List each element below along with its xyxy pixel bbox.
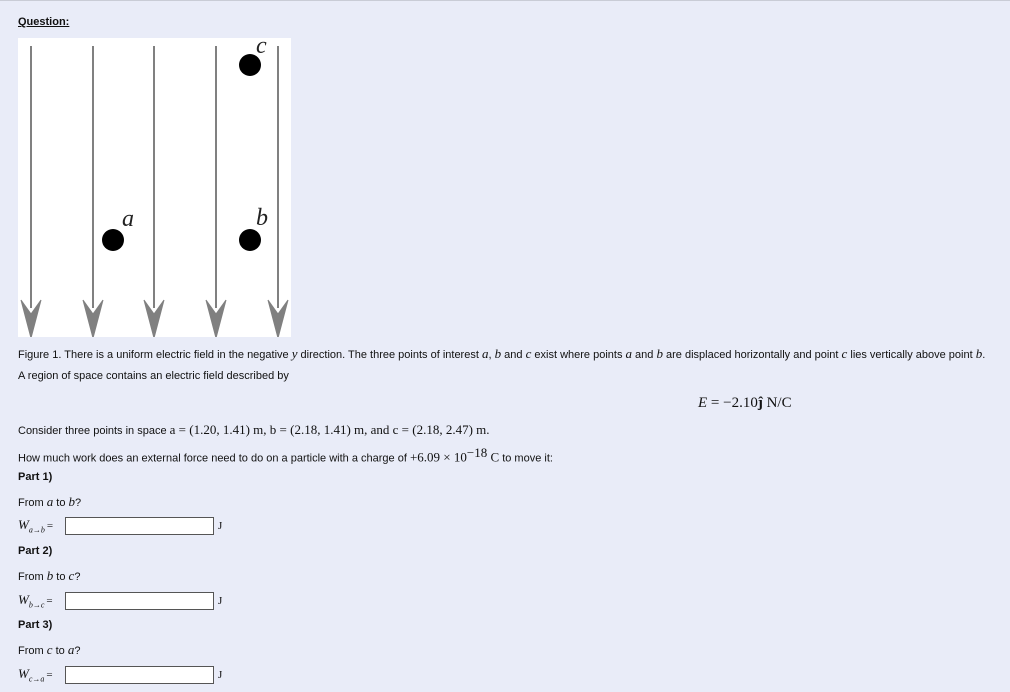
work-b-to-c-label: $W_{b\to c}$ = [18, 592, 53, 610]
work-b-to-c-unit: J [218, 595, 223, 607]
point-c-label: c [256, 38, 267, 59]
field-arrows [21, 46, 288, 337]
work-c-to-a-input[interactable] [65, 666, 214, 684]
part-3-answer-row [18, 664, 222, 686]
work-c-to-a-label: $W_{c\to a}$ = [18, 666, 53, 684]
work-a-to-b-label: $W_{a\to b}$ = [18, 517, 54, 535]
work-a-to-b-input[interactable] [65, 517, 214, 535]
point-a-marker [102, 229, 124, 251]
points-definition: Consider three points in space a = (1.20, 1.41) m, b = (2.18, 1.41) m, and c = (2.18, 2.47) m. [18, 422, 490, 437]
figure-caption: Figure 1. There is a uniform electric field in the negative y direction. The three points of interest a, b and c exist where points a and b are displaced horizontally and point c lies vertically above point b. [18, 346, 986, 361]
point-a-label: a [122, 206, 134, 232]
question-heading: Question: [18, 16, 70, 28]
part-1-title: Part 1) [18, 471, 53, 483]
field-arrow-3 [144, 46, 164, 337]
intro-text: A region of space contains an electric field described by [18, 370, 289, 382]
part-3-prompt: From c to a? [18, 642, 81, 657]
electric-field-figure [18, 38, 291, 337]
point-b-marker [239, 229, 261, 251]
field-diagram [18, 38, 291, 337]
question-text: How much work does an external force need to do on a particle with a charge of $+6.09 \times 10^{-18}$ C to move it: [18, 445, 553, 465]
field-arrow-1 [21, 46, 41, 337]
field-arrow-2 [83, 46, 103, 337]
work-b-to-c-input[interactable] [65, 592, 214, 610]
part-2-title: Part 2) [18, 545, 53, 557]
work-a-to-b-unit: J [218, 520, 223, 532]
part-2-answer-row [18, 590, 222, 612]
field-arrow-5 [268, 46, 288, 337]
work-c-to-a-unit: J [218, 669, 223, 681]
part-1-answer-row [18, 515, 222, 537]
part-3-title: Part 3) [18, 619, 53, 631]
point-b-label: b [256, 205, 268, 231]
field-equation: E = −2.10ĵ N/C [698, 395, 792, 411]
field-arrow-4 [206, 46, 226, 337]
part-2-prompt: From b to c? [18, 568, 81, 583]
part-1-prompt: From a to b? [18, 494, 82, 509]
